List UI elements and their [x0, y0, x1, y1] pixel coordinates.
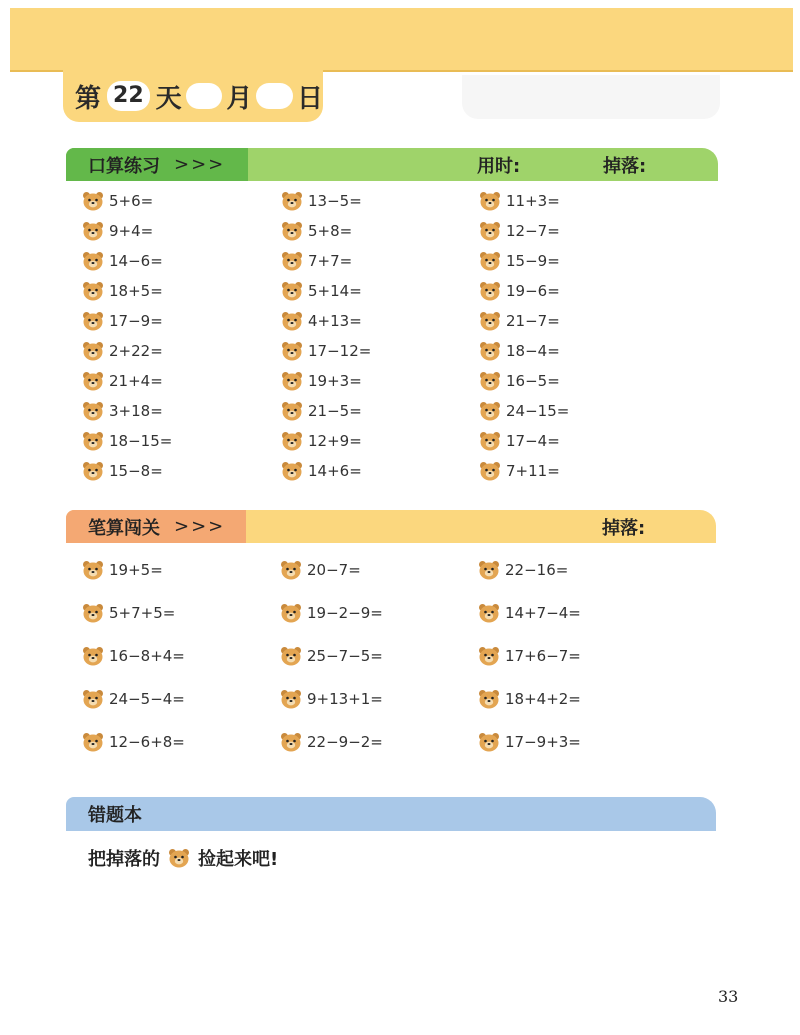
bear-face-icon — [479, 281, 501, 301]
date-label: 日 — [296, 83, 323, 114]
equation-text: 17−12= — [308, 342, 372, 360]
oral-problem — [479, 251, 560, 271]
written-problem — [82, 646, 185, 666]
bear-face-icon — [281, 371, 303, 391]
bear-face-icon — [82, 251, 104, 271]
top-banner — [10, 8, 793, 72]
written-problem — [478, 732, 581, 752]
bear-face-icon — [280, 603, 302, 623]
equation-text: 22−16= — [505, 561, 569, 579]
equation-text: 16−5= — [506, 372, 560, 390]
pickup-text-after: 捡起来吧! — [198, 849, 279, 870]
bear-face-icon — [479, 401, 501, 421]
oral-problem — [281, 221, 352, 241]
bear-face-icon — [280, 560, 302, 580]
bear-face-icon — [82, 560, 104, 580]
bear-face-icon — [82, 461, 104, 481]
equation-text: 9+13+1= — [307, 690, 383, 708]
written-problem — [478, 603, 581, 623]
oral-problem — [281, 371, 362, 391]
oral-problem — [479, 221, 560, 241]
bear-face-icon — [479, 221, 501, 241]
month-blank[interactable] — [186, 83, 223, 109]
pickup-instruction — [88, 845, 278, 871]
equation-text: 9+4= — [109, 222, 154, 240]
oral-problem — [82, 251, 163, 271]
equation-text: 16−8+4= — [109, 647, 185, 665]
written-problem — [82, 689, 185, 709]
bear-face-icon — [82, 341, 104, 361]
equation-text: 25−7−5= — [307, 647, 383, 665]
bear-face-icon — [281, 281, 303, 301]
equation-text: 3+18= — [109, 402, 163, 420]
equation-text: 2+22= — [109, 342, 163, 360]
oral-problem — [82, 461, 163, 481]
equation-text: 19−2−9= — [307, 604, 383, 622]
bear-face-icon — [478, 646, 500, 666]
written-problem — [280, 646, 383, 666]
equation-text: 19+3= — [308, 372, 362, 390]
bear-face-icon — [168, 848, 190, 868]
equation-text: 15−9= — [506, 252, 560, 270]
bear-face-icon — [478, 560, 500, 580]
equation-text: 12−7= — [506, 222, 560, 240]
written-problem — [478, 646, 581, 666]
date-blank[interactable] — [256, 83, 293, 109]
bear-face-icon — [281, 311, 303, 331]
bear-face-icon — [82, 431, 104, 451]
written-problem — [82, 732, 185, 752]
written-practice-bar — [66, 510, 716, 543]
equation-text: 18−4= — [506, 342, 560, 360]
bear-face-icon — [479, 311, 501, 331]
oral-problem — [281, 341, 371, 361]
oral-problem — [479, 311, 560, 331]
equation-text: 4+13= — [308, 312, 362, 330]
day-suffix: 天 — [155, 83, 182, 114]
bear-face-icon — [82, 646, 104, 666]
bear-face-icon — [82, 221, 104, 241]
written-dropped-label: 掉落: — [602, 517, 646, 539]
oral-dropped-label: 掉落: — [603, 155, 647, 177]
equation-text: 17−4= — [506, 432, 560, 450]
equation-text: 14+6= — [308, 462, 362, 480]
oral-problem — [82, 401, 163, 421]
equation-text: 14+7−4= — [505, 604, 581, 622]
oral-problem — [479, 461, 560, 481]
bear-face-icon — [281, 221, 303, 241]
bear-face-icon — [281, 431, 303, 451]
written-problem — [280, 732, 383, 752]
bear-face-icon — [281, 341, 303, 361]
pickup-text-before: 把掉落的 — [88, 849, 160, 870]
written-problem — [280, 603, 383, 623]
oral-problem — [82, 371, 163, 391]
equation-text: 13−5= — [308, 192, 362, 210]
oral-problem — [479, 401, 569, 421]
bear-face-icon — [281, 191, 303, 211]
written-problem — [82, 603, 175, 623]
oral-problem — [479, 341, 560, 361]
mistake-notebook-title-block — [66, 801, 142, 827]
written-problem — [478, 689, 581, 709]
oral-problem — [82, 431, 172, 451]
oral-problem — [281, 251, 352, 271]
mistake-notebook-bar — [66, 797, 716, 831]
equation-text: 7+7= — [308, 252, 353, 270]
bear-face-icon — [82, 311, 104, 331]
bear-face-icon — [478, 689, 500, 709]
bear-face-icon — [82, 689, 104, 709]
oral-problem — [82, 221, 153, 241]
bear-face-icon — [280, 689, 302, 709]
equation-text: 21+4= — [109, 372, 163, 390]
bear-face-icon — [82, 281, 104, 301]
written-arrows: >>> — [174, 516, 226, 537]
equation-text: 5+6= — [109, 192, 154, 210]
equation-text: 22−9−2= — [307, 733, 383, 751]
equation-text: 14−6= — [109, 252, 163, 270]
oral-practice-bar — [66, 148, 718, 181]
oral-problem — [479, 191, 560, 211]
bear-face-icon — [478, 732, 500, 752]
equation-text: 21−7= — [506, 312, 560, 330]
oral-problem — [479, 371, 560, 391]
written-problem — [280, 689, 383, 709]
equation-text: 12−6+8= — [109, 733, 185, 751]
equation-text: 5+14= — [308, 282, 362, 300]
page-number: 33 — [718, 987, 739, 1006]
bear-face-icon — [281, 401, 303, 421]
oral-problem — [281, 191, 362, 211]
equation-text: 5+7+5= — [109, 604, 176, 622]
equation-text: 12+9= — [308, 432, 362, 450]
oral-problem — [281, 431, 362, 451]
oral-practice-title-block — [66, 148, 248, 181]
bear-face-icon — [82, 371, 104, 391]
bear-face-icon — [479, 341, 501, 361]
equation-text: 17+6−7= — [505, 647, 581, 665]
oral-problem — [479, 281, 560, 301]
equation-text: 17−9= — [109, 312, 163, 330]
written-problem — [82, 560, 163, 580]
oral-problem — [479, 431, 560, 451]
equation-text: 24−5−4= — [109, 690, 185, 708]
equation-text: 20−7= — [307, 561, 361, 579]
equation-text: 24−15= — [506, 402, 570, 420]
day-number: 22 — [107, 81, 150, 111]
written-practice-title: 笔算闯关 — [88, 517, 160, 539]
oral-problem — [82, 191, 153, 211]
equation-text: 15−8= — [109, 462, 163, 480]
bear-face-icon — [82, 603, 104, 623]
bear-face-icon — [281, 251, 303, 271]
oral-problem — [82, 341, 163, 361]
equation-text: 17−9+3= — [505, 733, 581, 751]
equation-text: 11+3= — [506, 192, 560, 210]
bear-face-icon — [479, 371, 501, 391]
equation-text: 19+5= — [109, 561, 163, 579]
mistake-notebook-title: 错题本 — [88, 805, 142, 826]
oral-practice-title: 口算练习 — [88, 155, 160, 177]
oral-problem — [281, 461, 362, 481]
oral-problem — [281, 311, 362, 331]
equation-text: 21−5= — [308, 402, 362, 420]
bear-face-icon — [82, 732, 104, 752]
month-label: 月 — [226, 83, 253, 114]
bear-face-icon — [280, 646, 302, 666]
time-label: 用时: — [477, 155, 521, 177]
bear-face-icon — [479, 431, 501, 451]
bear-face-icon — [479, 191, 501, 211]
bear-face-icon — [82, 191, 104, 211]
written-practice-title-block — [66, 510, 246, 543]
written-problem — [280, 560, 361, 580]
bear-face-icon — [281, 461, 303, 481]
oral-problem — [82, 281, 163, 301]
day-header — [63, 70, 323, 122]
bear-face-icon — [479, 251, 501, 271]
oral-problem — [82, 311, 163, 331]
bear-face-icon — [478, 603, 500, 623]
bear-face-icon — [82, 401, 104, 421]
day-prefix: 第 — [75, 83, 102, 114]
equation-text: 19−6= — [506, 282, 560, 300]
oral-arrows: >>> — [174, 154, 226, 175]
bear-face-icon — [280, 732, 302, 752]
equation-text: 7+11= — [506, 462, 560, 480]
written-problem — [478, 560, 568, 580]
equation-text: 18−15= — [109, 432, 173, 450]
bear-face-icon — [479, 461, 501, 481]
equation-text: 18+4+2= — [505, 690, 581, 708]
faint-bleed-through — [462, 75, 720, 119]
equation-text: 18+5= — [109, 282, 163, 300]
oral-problem — [281, 401, 362, 421]
oral-problem — [281, 281, 362, 301]
equation-text: 5+8= — [308, 222, 353, 240]
